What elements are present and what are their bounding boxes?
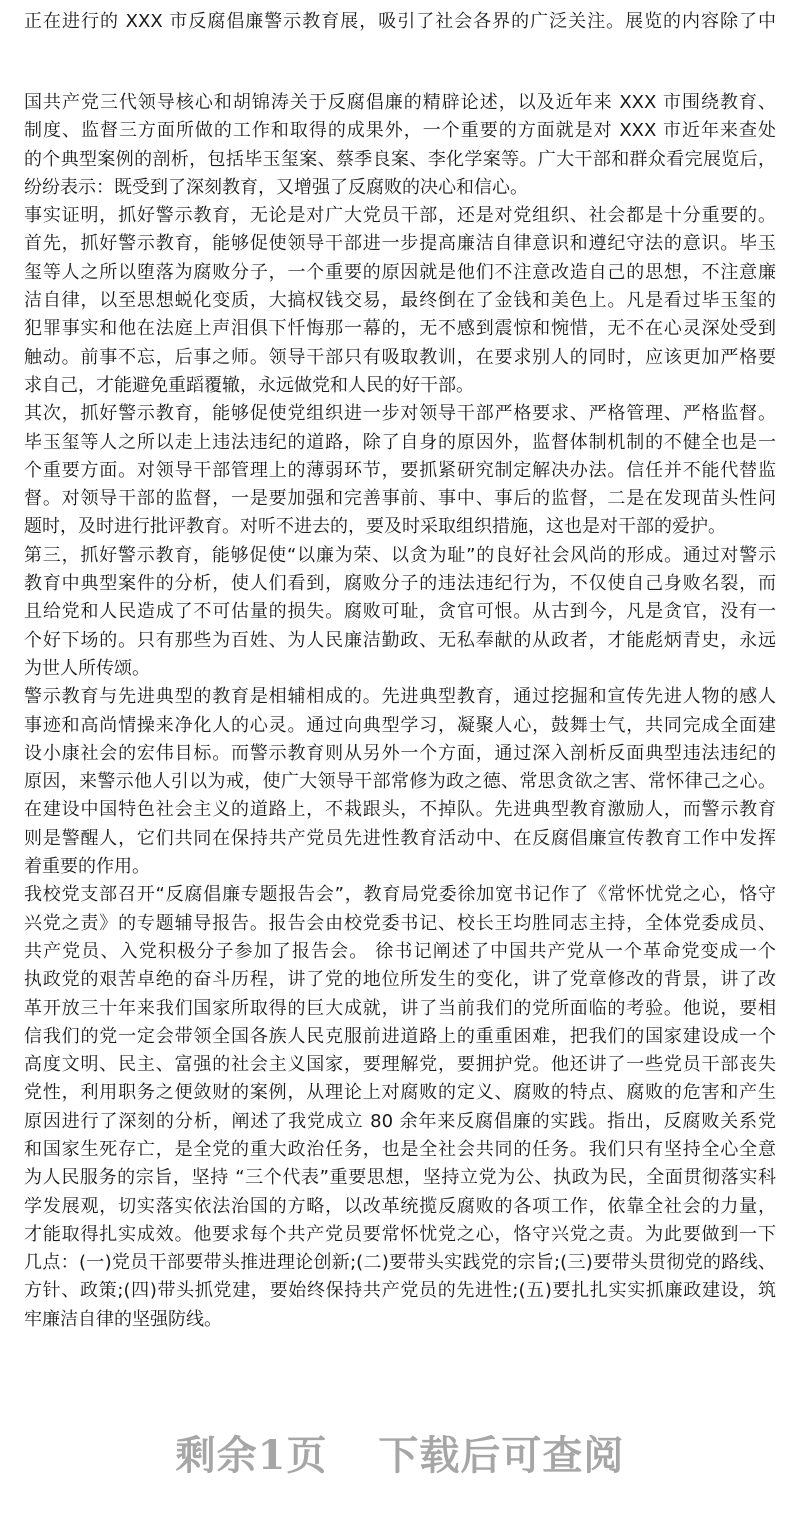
text-line: 兴党之责》的专题辅导报告。报告会由校党委书记、校长王均胜同志主持，全体党委成员、 [24, 912, 776, 934]
paragraph [24, 202, 776, 400]
text-line: 其次，抓好警示教育，能够促使党组织进一步对领导干部严格要求、严格管理、严格监督。 [24, 403, 776, 425]
text-line: 国共产党三代领导核心和胡锦涛关于反腐倡廉的精辟论述，以及近年来 XXX 市围绕教育、 [24, 92, 776, 113]
download-prompt[interactable] [0, 1424, 800, 1481]
text-line: 在建设中国特色社会主义的道路上，不栽跟头，不掉队。先进典型教育激励人，而警示教育 [24, 799, 776, 821]
paragraph [24, 881, 776, 1334]
intro-paragraph [24, 8, 776, 36]
text-line: 共产党员、入党积极分子参加了报告会。 徐书记阐述了中国共产党从一个革命党变成一个 [24, 940, 776, 962]
text-line: 的个典型案例的剖析，包括毕玉玺案、蔡季良案、李化学案等。广大干部和群众看完展览后， [24, 148, 776, 170]
text-line: 着重要的作用。 [24, 856, 150, 878]
text-line: 方针、政策;(四)带头抓党建，要始终保持共产党员的先进性;(五)要扎扎实实抓廉政建设，筑 [24, 1280, 776, 1302]
text-line: 我校党支部召开“反腐倡廉专题报告会”，教育局党委徐加宽书记作了《常怀忧党之心，恪守 [24, 884, 776, 906]
text-line: 才能取得扎实成效。他要求每个共产党员要常怀忧党之心，恪守兴党之责。为此要做到一下 [24, 1223, 776, 1245]
text-line: 几点：(一)党员干部要带头推进理论创新;(二)要带头实践党的宗旨;(三)要带头贯彻党的路线、 [24, 1252, 776, 1274]
text-line: 毕玉玺等人之所以走上违法违纪的道路，除了自身的原因外，监督体制机制的不健全也是一 [24, 431, 776, 453]
text-line: 原因，来警示他人引以为戒，使广大领导干部常修为政之德、常思贪欲之害、常怀律己之心。 [24, 771, 776, 793]
text-line: 且给党和人民造成了不可估量的损失。腐败可耻，贪官可恨。从古到今，凡是贪官，没有一 [24, 601, 776, 623]
text-line: 设小康社会的宏伟目标。而警示教育则从另外一个方面，通过深入剖析反面典型违法违纪的 [24, 742, 776, 764]
text-line: 则是警醒人，它们共同在保持共产党员先进性教育活动中、在反腐倡廉宣传教育工作中发挥 [24, 827, 776, 849]
document-body [24, 89, 776, 1334]
text-line: 为世人所传颂。 [24, 657, 150, 679]
text-line: 信我们的党一定会带领全国各族人民克服前进道路上的重重困难，把我们的国家建设成一个 [24, 1025, 776, 1047]
text-line: 督。对领导干部的监督，一是要加强和完善事前、事中、事后的监督，二是在发现苗头性问 [24, 488, 776, 510]
text-line: 执政党的艰苦卓绝的奋斗历程，讲了党的地位所发生的变化，讲了党章修改的背景，讲了改 [24, 969, 776, 991]
text-line: 警示教育与先进典型的教育是相辅相成的。先进典型教育，通过挖掘和宣传先进人物的感人 [24, 686, 776, 708]
text-line: 事实证明，抓好警示教育，无论是对广大党员干部，还是对党组织、社会都是十分重要的。 [24, 205, 776, 227]
text-line: 个重要方面。对领导干部管理上的薄弱环节，要抓紧研究制定解决办法。信任并不能代替监 [24, 459, 776, 481]
remaining-pages-label: 剩余1页 [175, 1432, 328, 1479]
text-line: 正在进行的 XXX 市反腐倡廉警示教育展，吸引了社会各界的广泛关注。展览的内容除了中 [24, 11, 776, 32]
text-line: 触动。前事不忘，后事之师。领导干部只有吸取教训，在要求别人的同时，应该更加严格要 [24, 346, 776, 368]
text-line: 个好下场的。只有那些为百姓、为人民廉洁勤政、无私奉献的从政者，才能彪炳青史，永远 [24, 629, 776, 651]
text-line: 牢廉洁自律的坚强防线。 [24, 1308, 222, 1330]
text-line: 党性，利用职务之便敛财的案例，从理论上对腐败的定义、腐败的特点、腐败的危害和产生 [24, 1082, 776, 1104]
paragraph [24, 542, 776, 683]
text-line: 高度文明、民主、富强的社会主义国家，要理解党，要拥护党。他还讲了一些党员干部丧失 [24, 1054, 776, 1076]
text-line: 革开放三十年来我们国家所取得的巨大成就，讲了当前我们的党所面临的考验。他说，要相 [24, 997, 776, 1019]
paragraph [24, 683, 776, 881]
text-line: 洁自律，以至思想蜕化变质，大搞权钱交易，最终倒在了金钱和美色上。凡是看过毕玉玺的 [24, 290, 776, 312]
text-line: 玺等人之所以堕落为腐败分子，一个重要的原因就是他们不注意改造自己的思想，不注意廉 [24, 261, 776, 283]
text-line: 和国家生死存亡，是全党的重大政治任务，也是全社会共同的任务。我们只有坚持全心全意 [24, 1138, 776, 1160]
text-line: 为人民服务的宗旨，坚持 “三个代表”重要思想，坚持立党为公、执政为民，全面贯彻落实科 [24, 1167, 776, 1189]
text-line: 首先，抓好警示教育，能够促使领导干部进一步提高廉洁自律意识和遵纪守法的意识。毕玉 [24, 233, 776, 255]
paragraph [24, 400, 776, 541]
text-line: 求自己，才能避免重蹈覆辙，永远做党和人民的好干部。 [24, 374, 474, 396]
text-line: 纷纷表示：既受到了深刻教育，又增强了反腐败的决心和信心。 [24, 176, 528, 198]
text-line: 教育中典型案件的分析，使人们看到，腐败分子的违法违纪行为，不仅使自己身败名裂，而 [24, 573, 776, 595]
text-line: 犯罪事实和他在法庭上声泪俱下忏悔那一幕的，无不感到震惊和惋惜，无不在心灵深处受到 [24, 318, 776, 340]
paragraph [24, 89, 776, 202]
text-line: 事迹和高尚情操来净化人的心灵。通过向典型学习，凝聚人心，鼓舞士气，共同完成全面建 [24, 714, 776, 736]
text-line: 第三，抓好警示教育，能够促使“以廉为荣、以贪为耻”的良好社会风尚的形成。通过对警示 [24, 544, 776, 566]
text-line: 题时，及时进行批评教育。对听不进去的，要及时采取组织措施，这也是对干部的爱护。 [24, 516, 726, 538]
download-to-view-label[interactable]: 下载后可查阅 [378, 1432, 625, 1479]
text-line: 学发展观，切实落实依法治国的方略，以改革统揽反腐败的各项工作，依靠全社会的力量， [24, 1195, 776, 1217]
text-line: 原因进行了深刻的分析，阐述了我党成立 80 余年来反腐倡廉的实践。指出，反腐败关系党 [24, 1110, 776, 1132]
text-line: 制度、监督三方面所做的工作和取得的成果外，一个重要的方面就是对 XXX 市近年来查处 [24, 120, 776, 142]
